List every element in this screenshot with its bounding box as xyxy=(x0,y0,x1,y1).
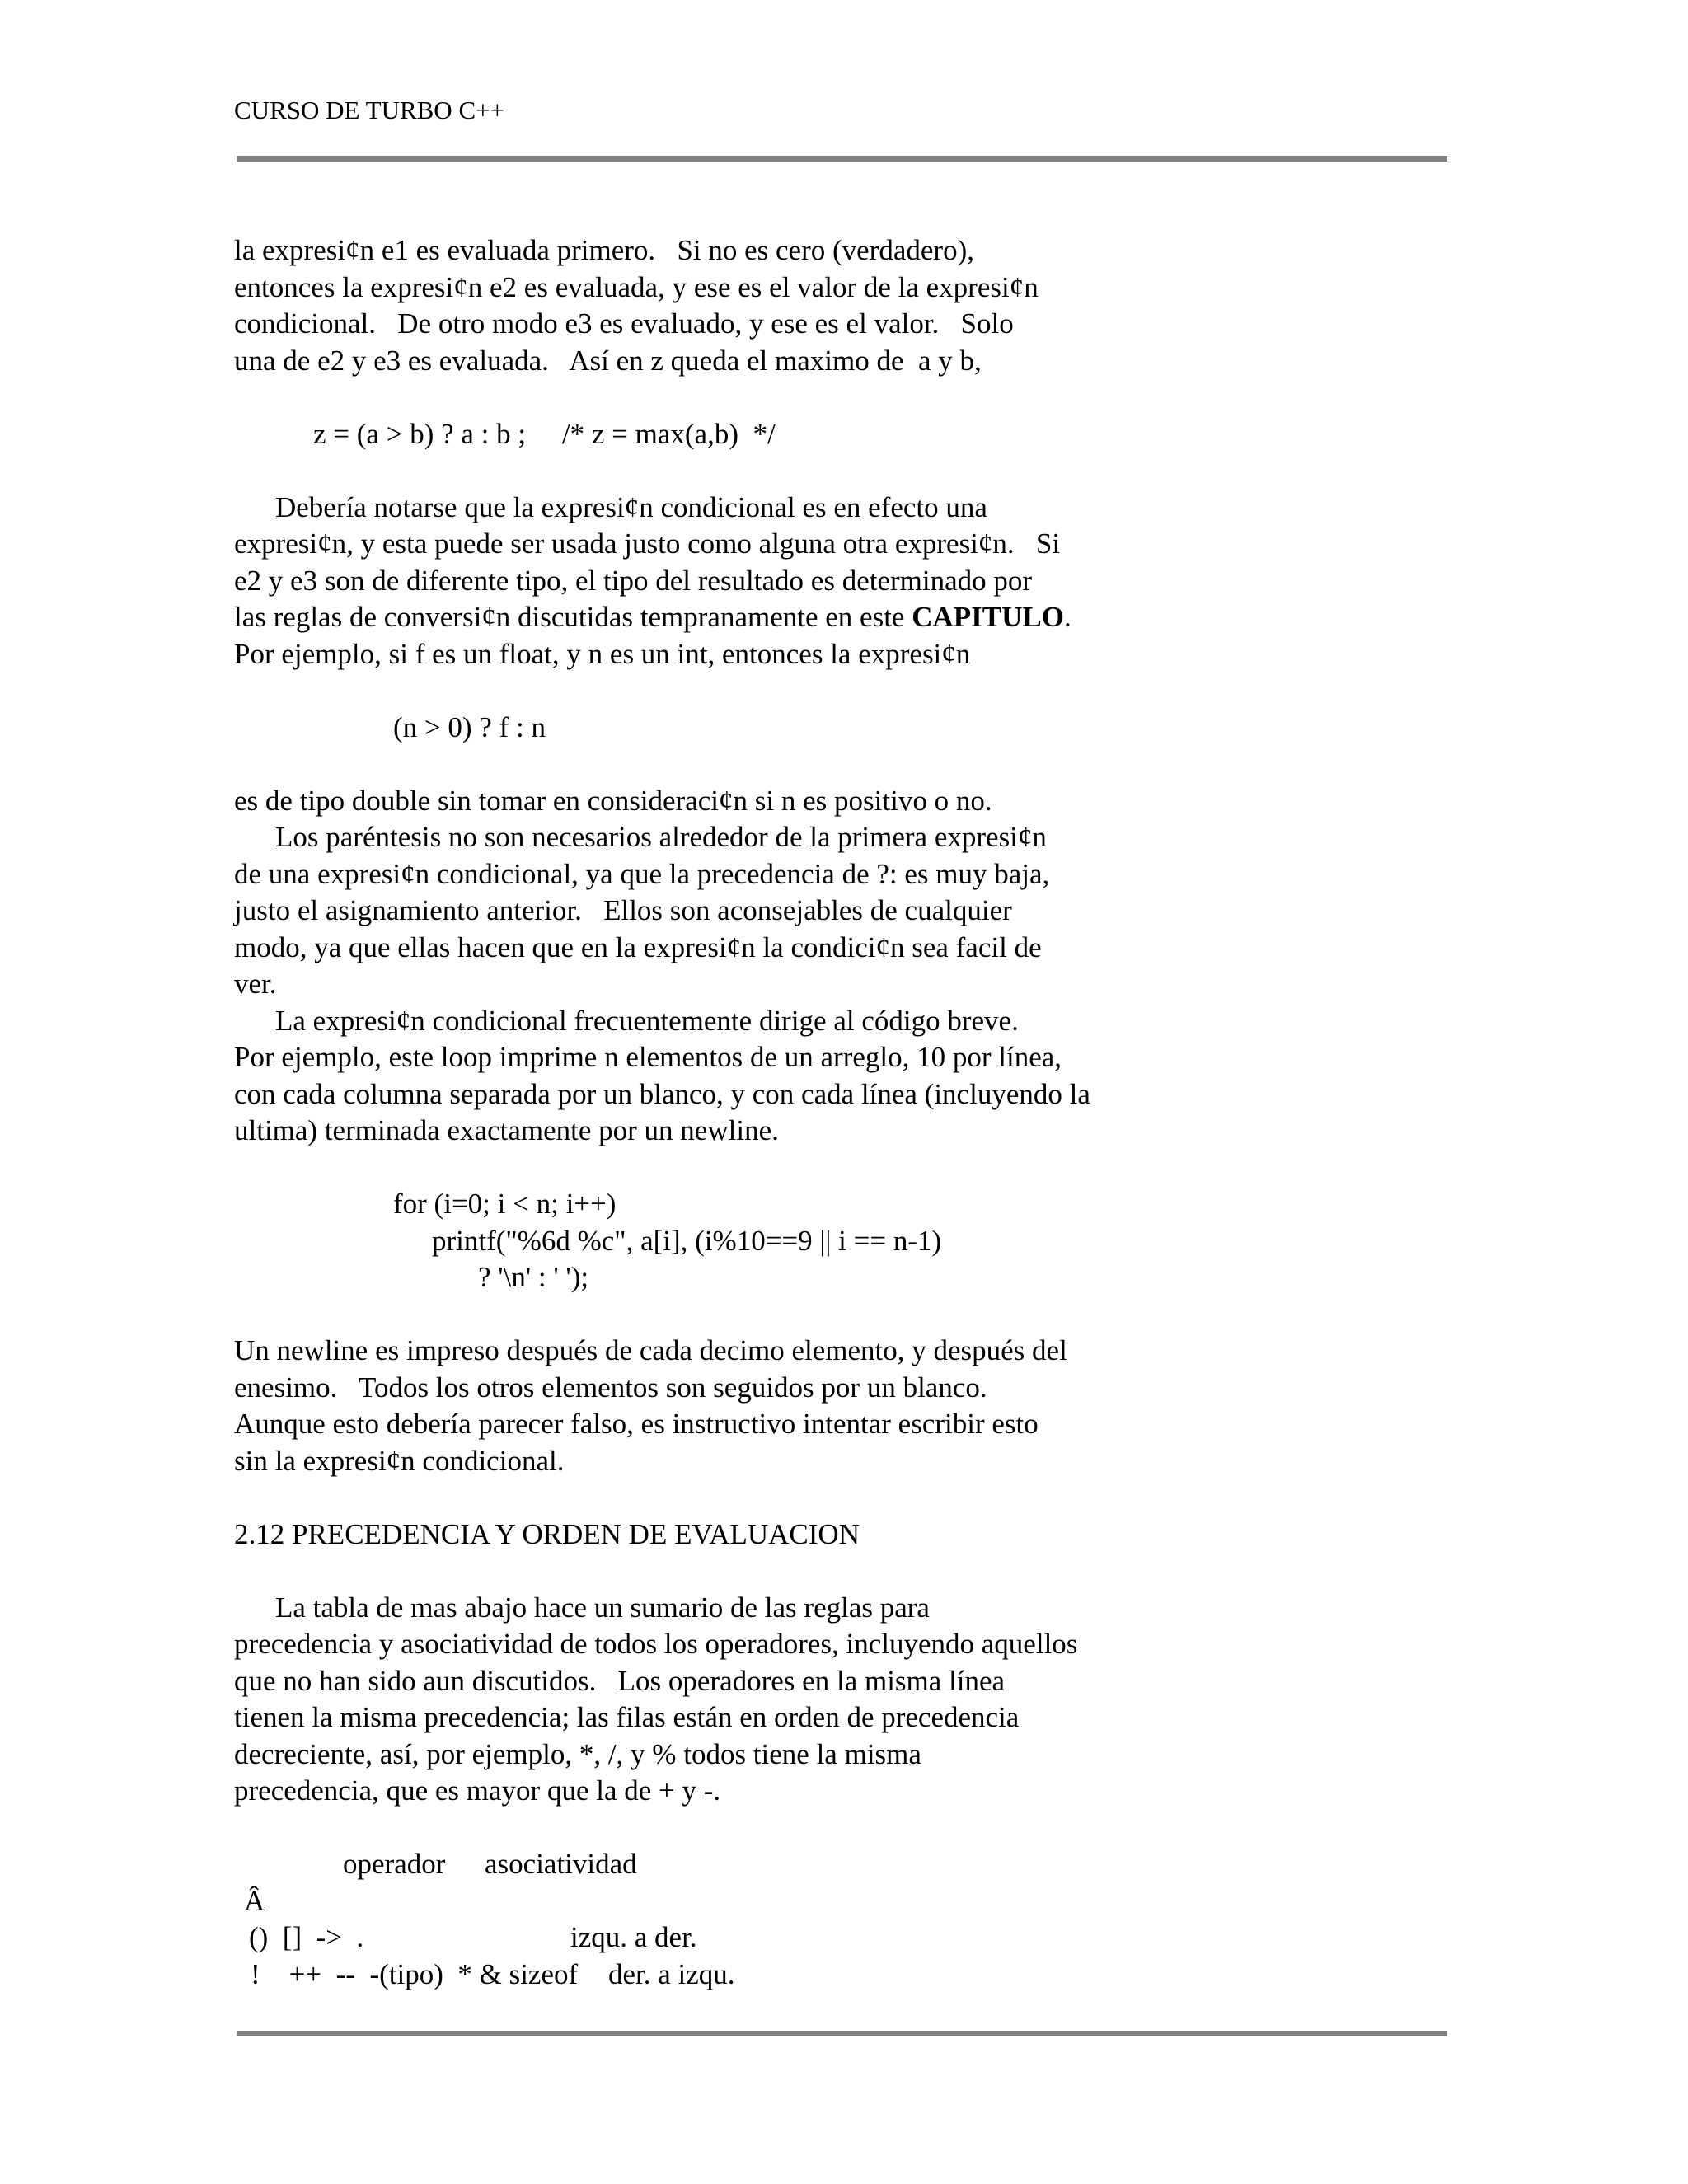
table-header xyxy=(234,1846,1454,1883)
text-line: tienen la misma precedencia; las filas están en orden de precedencia xyxy=(234,1701,1020,1733)
footer-rule xyxy=(237,2031,1447,2036)
table-cell-assoc: der. a izqu. xyxy=(608,1957,735,1990)
text-line: e2 y e3 son de diferente tipo, el tipo del resultado es determinado por xyxy=(234,564,1033,597)
text-line: ver. xyxy=(234,968,277,1000)
page-header-title: CURSO DE TURBO C++ xyxy=(234,96,505,124)
text-line: de una expresi¢n condicional, ya que la precedencia de ?: es muy baja, xyxy=(234,857,1050,890)
table-row xyxy=(234,1919,1454,1957)
table-header-assoc: asociatividad xyxy=(485,1848,637,1880)
code-line xyxy=(234,1223,1454,1260)
code-text: ? '\n' : ' '); xyxy=(478,1261,589,1293)
text-line: una de e2 y e3 es evaluada. Así en z queda el maximo de a y b, xyxy=(234,344,982,377)
text-line: la expresi¢n e1 es evaluada primero. Si no es cero (verdadero), xyxy=(234,234,974,266)
bold-term: CAPITULO xyxy=(912,601,1064,633)
table-cell-operators: ! ++ -- -(tipo) * & sizeof xyxy=(251,1957,579,1990)
code-line: for (i=0; i < n; i++) xyxy=(393,1188,617,1220)
table-cell-operators: () [] -> . xyxy=(249,1921,364,1953)
text-line: Debería notarse que la expresi¢n condicional es en efecto una xyxy=(275,490,987,523)
text-line: expresi¢n, y esta puede ser usada justo como alguna otra expresi¢n. Si xyxy=(234,527,1061,560)
text-line xyxy=(234,599,1454,636)
text-line: justo el asignamiento anterior. Ellos son aconsejables de cualquier xyxy=(234,894,1012,926)
text-line: precedencia y asociatividad de todos los operadores, incluyendo aquellos xyxy=(234,1628,1078,1660)
text-line: Por ejemplo, este loop imprime n elementos de un arreglo, 10 por línea, xyxy=(234,1041,1062,1073)
text-fragment: las reglas de conversi¢n discutidas tempranamente en este xyxy=(234,601,912,633)
page-content xyxy=(234,232,1454,1993)
text-line: modo, ya que ellas hacen que en la expresi¢n la condici¢n sea facil de xyxy=(234,930,1042,963)
code-line: (n > 0) ? f : n xyxy=(393,710,546,743)
text-line: entonces la expresi¢n e2 es evaluada, y ese es el valor de la expresi¢n xyxy=(234,270,1039,303)
text-line: decreciente, así, por ejemplo, *, /, y % todos tiene la misma xyxy=(234,1737,921,1770)
table-row xyxy=(234,1957,1454,1994)
code-line: z = (a > b) ? a : b ; /* z = max(a,b) */ xyxy=(313,417,776,450)
text-line: Un newline es impreso después de cada decimo elemento, y después del xyxy=(234,1334,1067,1366)
text-line: Por ejemplo, si f es un float, y n es un int, entonces la expresi¢n xyxy=(234,637,971,670)
text-line: sin la expresi¢n condicional. xyxy=(234,1444,565,1477)
text-fragment: . xyxy=(1063,601,1071,633)
text-line: es de tipo double sin tomar en consideraci¢n si n es positivo o no. xyxy=(234,784,992,817)
section-heading: 2.12 PRECEDENCIA Y ORDEN DE EVALUACION xyxy=(234,1517,860,1550)
text-line: Aunque esto debería parecer falso, es instructivo intentar escribir esto xyxy=(234,1408,1039,1440)
table-cell-assoc: izqu. a der. xyxy=(570,1921,697,1953)
text-line: precedencia, que es mayor que la de + y -. xyxy=(234,1774,721,1807)
text-line: condicional. De otro modo e3 es evaluado, y ese es el valor. Solo xyxy=(234,307,1014,340)
header-rule xyxy=(237,156,1447,162)
code-text: printf("%6d %c", a[i], (i%10==9 || i == n-1) xyxy=(432,1224,942,1257)
text-line: que no han sido aun discutidos. Los operadores en la misma línea xyxy=(234,1664,1006,1697)
text-line: ultima) terminada exactamente por un newline. xyxy=(234,1114,779,1146)
text-line: La tabla de mas abajo hace un sumario de las reglas para xyxy=(275,1591,930,1624)
text-line: con cada columna separada por un blanco, y con cada línea (incluyendo la xyxy=(234,1077,1090,1110)
table-header-operator: operador xyxy=(343,1848,446,1880)
text-line: Los paréntesis no son necesarios alrededor de la primera expresi¢n xyxy=(275,821,1047,853)
text-line: enesimo. Todos los otros elementos son seguidos por un blanco. xyxy=(234,1371,987,1404)
precedence-table xyxy=(234,1846,1454,1993)
text-line: La expresi¢n condicional frecuentemente dirige al código breve. xyxy=(275,1004,1019,1037)
table-stray-char: Â xyxy=(244,1884,265,1917)
code-line xyxy=(234,1259,1454,1296)
